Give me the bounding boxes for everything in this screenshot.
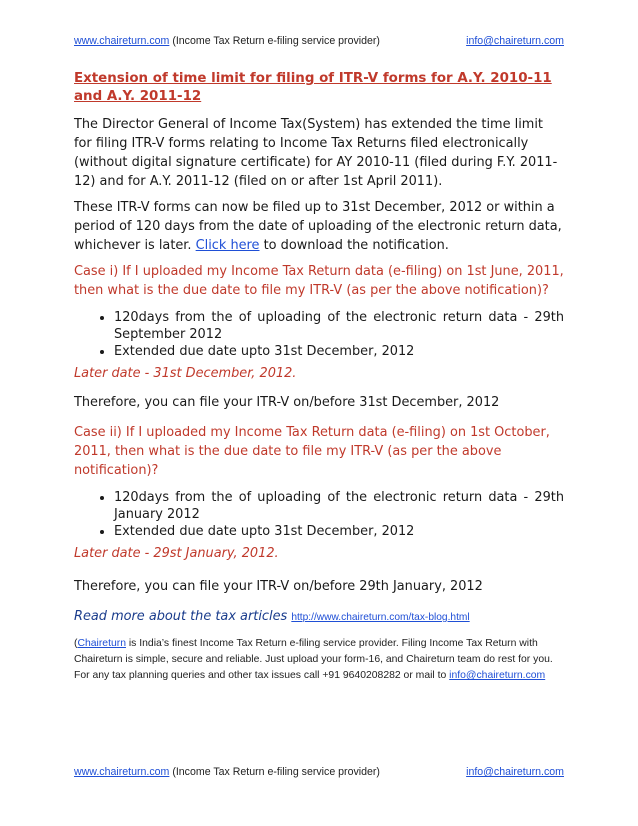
click-here-link[interactable]: Click here [195, 238, 260, 253]
case-2-later-date: Later date - 29st January, 2012. [74, 546, 279, 561]
case-1-conclusion: Therefore, you can file your ITR-V on/before 31st December, 2012 [74, 395, 500, 410]
company-note [74, 636, 564, 684]
article-body [74, 70, 564, 684]
article-title: Extension of time limit for filing of ITR-V forms for A.Y. 2010-11 and A.Y. 2011-12 [74, 71, 552, 104]
note-open-paren: ( [74, 638, 78, 649]
deadline-text-end: to download the notification. [259, 238, 449, 253]
footer-site-desc: (Income Tax Return e-filing service provider) [169, 766, 380, 778]
deadline-text: These ITR-V forms can now be filed up to 31st December, 2012 or within a period of 120 days from the date of uploading of the electronic return data, whichever is later. [74, 200, 562, 253]
note-text: is India’s finest Income Tax Return e-filing service provider. Filing Income Tax Return with Chaireturn is simple, secure and reliable. Just upload your form-16, and Chaireturn team do rest for you. For any tax planning queries and other tax issues call +91 9640208282 or mail to [74, 638, 553, 681]
case-1-bullets [74, 309, 564, 360]
chaireturn-brand-link[interactable]: Chaireturn [77, 638, 126, 649]
intro-paragraph: The Director General of Income Tax(System) has extended the time limit for filing ITR-V forms relating to Income Tax Returns filed electronically (without digital signature certificate) for AY 2010-11 (filed during F.Y. 2011-12) and for A.Y. 2011-12 (filed on or after 1st April 2011). [74, 117, 558, 189]
footer-site-link[interactable]: www.chaireturn.com [74, 766, 170, 778]
read-more-line [74, 607, 564, 627]
case-2-question: Case ii) If I uploaded my Income Tax Return data (e-filing) on 1st October, 2011, then what is the due date to file my ITR-V (as per the above notification)? [74, 425, 550, 478]
deadline-paragraph [74, 198, 564, 255]
case-2-bullet-1: • 120days from the of uploading of the electronic return data - 29th January 2012 [114, 489, 564, 523]
case-2-bullets [74, 489, 564, 540]
header-site-link[interactable]: www.chaireturn.com [74, 35, 170, 47]
case-1-bullet-2: • Extended due date upto 31st December, 2012 [114, 343, 564, 360]
page-footer [74, 766, 564, 778]
case-1-question: Case i) If I uploaded my Income Tax Return data (e-filing) on 1st June, 2011, then what is the due date to file my ITR-V (as per the above notification)? [74, 264, 564, 298]
case-1-later-date: Later date - 31st December, 2012. [74, 366, 297, 381]
note-email-link[interactable]: info@chaireturn.com [449, 670, 546, 681]
case-1-bullet-1: • 120days from the of uploading of the electronic return data - 29th September 2012 [114, 309, 564, 343]
read-more-text: Read more about the tax articles [74, 609, 292, 624]
header-email-link[interactable]: info@chaireturn.com [466, 35, 564, 47]
page-header [74, 35, 564, 47]
footer-email-link[interactable]: info@chaireturn.com [466, 766, 564, 778]
header-site-desc: (Income Tax Return e-filing service provider) [169, 35, 380, 47]
tax-blog-link[interactable]: http://www.chaireturn.com/tax-blog.html [291, 612, 470, 623]
case-2-bullet-2: • Extended due date upto 31st December, 2012 [114, 523, 564, 540]
case-2-conclusion: Therefore, you can file your ITR-V on/before 29th January, 2012 [74, 579, 483, 594]
